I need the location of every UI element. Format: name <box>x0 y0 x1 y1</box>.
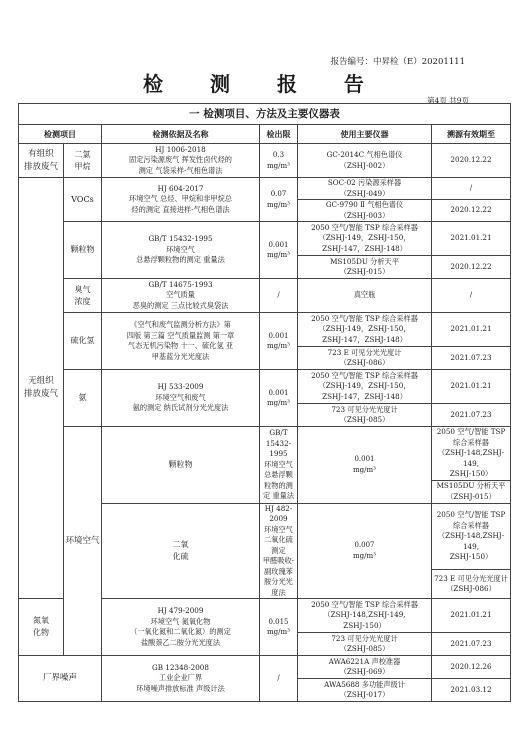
section-title: 一 检测项目、方法及主要仪器表 <box>19 104 511 125</box>
method-basis: GB 12348-2008 工业企业厂界 环境噪声排放标准 声级计法 <box>102 656 260 702</box>
instrument: 2050 空气/智能 TSP 综合采样器 （ZSHJ-148,ZSHJ-149, ZSHJ-150） <box>432 427 511 481</box>
valid-date: 2021.01.21 <box>432 313 511 347</box>
method-basis: HJ 1006-2018 固定污染源废气 挥发性卤代烃的 测定 气袋采样-气相色谱法 <box>102 144 260 178</box>
valid-date: 2021.07.23 <box>432 633 511 656</box>
col-header-instrument: 使用主要仪器 <box>298 125 432 144</box>
table-row <box>19 144 511 178</box>
method-instrument-table <box>18 103 511 702</box>
group-label: 有组织 排放废气 <box>19 144 64 178</box>
instrument: 2050 空气/智能 TSP 综合采样器 （ZSHJ-148,ZSHJ-149, ZSHJ-150） <box>432 503 511 570</box>
item-name: VOCs <box>64 178 102 222</box>
instrument: 723 E 可见分光光度计 （ZSHJ-086） <box>298 347 432 370</box>
instrument: 2050 空气/智能 TSP 综合采样器 （ZSHJ-148,ZSHJ-149, ZSHJ-150） <box>298 599 432 633</box>
table-row <box>19 222 511 256</box>
instrument: 723 可见分光光度计 （ZSHJ-085） <box>298 633 432 656</box>
item-name: 氮氧 化物 <box>19 599 64 656</box>
instrument: GC-9790 Ⅱ 气相色谱仪 （ZSHJ-003） <box>298 200 432 222</box>
method-basis: GB/T 14675-1993 空气质量 恶臭的测定 三点比较式臭袋法 <box>102 279 260 313</box>
item-name: 颗粒物 <box>102 427 260 504</box>
instrument: 2050 空气/智能 TSP 综合采样器 （ZSHJ-149，ZSHJ-150， ZSHJ-147，ZSHJ-148） <box>298 313 432 347</box>
instrument: AWA6221A 声校准器 （ZSHJ-069） <box>298 656 432 679</box>
valid-date: 2021.03.12 <box>432 679 511 702</box>
page-title: 检 测 报 告 <box>143 72 384 96</box>
valid-date: 2020.12.22 <box>432 256 511 279</box>
valid-date: 2021.01.21 <box>432 370 511 404</box>
method-basis: 《空气和废气监测分析方法》第 四版 第三篇 空气质量监测 第一章 气态无机污染物 十一、硫化氢 亚 甲基蓝分光光度法 <box>102 313 260 370</box>
method-basis: GB/T 15432-1995 环境空气 总悬浮颗粒物的测定 重量法 <box>102 222 260 279</box>
valid-date: / <box>432 279 511 313</box>
item-name: 二氯 甲烷 <box>64 144 102 178</box>
instrument: 2050 空气/智能 TSP 综合采样器 （ZSHJ-149，ZSHJ-150， ZSHJ-147，ZSHJ-148） <box>298 370 432 404</box>
item-name: 氨 <box>64 370 102 427</box>
valid-date: 2020.12.22 <box>432 144 511 178</box>
item-name: 颗粒物 <box>64 222 102 279</box>
item-name: 二氧 化硫 <box>102 503 260 599</box>
group-label: 无组织 排放废气 <box>19 178 64 599</box>
detection-limit: 0.001 mg/m³ <box>260 222 298 279</box>
valid-date: 2021.01.21 <box>432 222 511 256</box>
table-row <box>19 178 511 200</box>
valid-date: 2021.01.21 <box>432 599 511 633</box>
valid-date: 2021.07.23 <box>432 404 511 427</box>
detection-limit: 0.015 mg/m³ <box>260 599 298 656</box>
table-row <box>19 427 511 481</box>
report-number: 报告编号：中昇检（E）20201111 <box>330 57 465 67</box>
group-label: 厂界噪声 <box>19 656 102 702</box>
col-header-valid: 溯源有效期至 <box>432 125 511 144</box>
col-header-basis: 检测依据及名称 <box>102 125 260 144</box>
col-header-item: 检测项目 <box>19 125 102 144</box>
detection-limit: 0.001 mg/m³ <box>298 427 432 504</box>
col-header-limit: 检出限 <box>260 125 298 144</box>
instrument: MS105DU 分析天平 （ZSHJ-015） <box>298 256 432 279</box>
method-basis: HJ 604-2017 环境空气 总烃、甲烷和非甲烷总 烃的测定 直接进样-气相色谱法 <box>102 178 260 222</box>
detection-limit: / <box>260 279 298 313</box>
method-basis: HJ 482-2009 环境空气 二氧化硫测定 甲醛吸收-副玫瑰苯胺分光光度法 <box>260 503 298 599</box>
valid-date: 2021.07.23 <box>432 347 511 370</box>
detection-limit: 0.3 mg/m³ <box>260 144 298 178</box>
table-row <box>19 656 511 679</box>
instrument: 2050 空气/智能 TSP 综合采样器 （ZSHJ-149，ZSHJ-150， ZSHJ-147，ZSHJ-148） <box>298 222 432 256</box>
instrument: 真空瓶 <box>298 279 432 313</box>
valid-date: 2020.12.26 <box>432 656 511 679</box>
table-row <box>19 313 511 347</box>
instrument: AWA5688 多功能声级计 （ZSHJ-017） <box>298 679 432 702</box>
method-basis: HJ 533-2009 环境空气和废气 氨的测定 纳氏试剂分光光度法 <box>102 370 260 427</box>
method-basis: GB/T 15432-1995 环境空气 总悬浮颗粒物的测定 重量法 <box>260 427 298 504</box>
valid-date: / <box>432 178 511 200</box>
detection-limit: 0.007 mg/m³ <box>298 503 432 599</box>
method-basis: HJ 479-2009 环境空气 氮氧化物 （一氧化氮和二氧化氮）的测定 盐酸萘乙二胺分光光度法 <box>102 599 260 656</box>
table-row <box>19 279 511 313</box>
instrument: GC-2014C 气相色谱仪 （ZSHJ-002） <box>298 144 432 178</box>
instrument: MS105DU 分析天平 （ZSHJ-015） <box>432 480 511 503</box>
group-label: 环境空气 <box>64 427 102 656</box>
item-name: 硫化氢 <box>64 313 102 370</box>
table-row <box>19 370 511 404</box>
page-info: 第4页 共9页 <box>427 96 469 105</box>
detection-limit: 0.001 mg/m³ <box>260 313 298 370</box>
detection-limit: 0.07 mg/m³ <box>260 178 298 222</box>
instrument: 723 可见分光光度计 （ZSHJ-085） <box>298 404 432 427</box>
detection-limit: 0.001 mg/m³ <box>260 370 298 427</box>
detection-limit: / <box>260 656 298 702</box>
valid-date: 2020.12.22 <box>432 200 511 222</box>
instrument: SOC-02 污染源采样器 （ZSHJ-049） <box>298 178 432 200</box>
item-name: 臭气 浓度 <box>64 279 102 313</box>
instrument: 723 E 可见分光光度计 （ZSHJ-086） <box>432 570 511 599</box>
